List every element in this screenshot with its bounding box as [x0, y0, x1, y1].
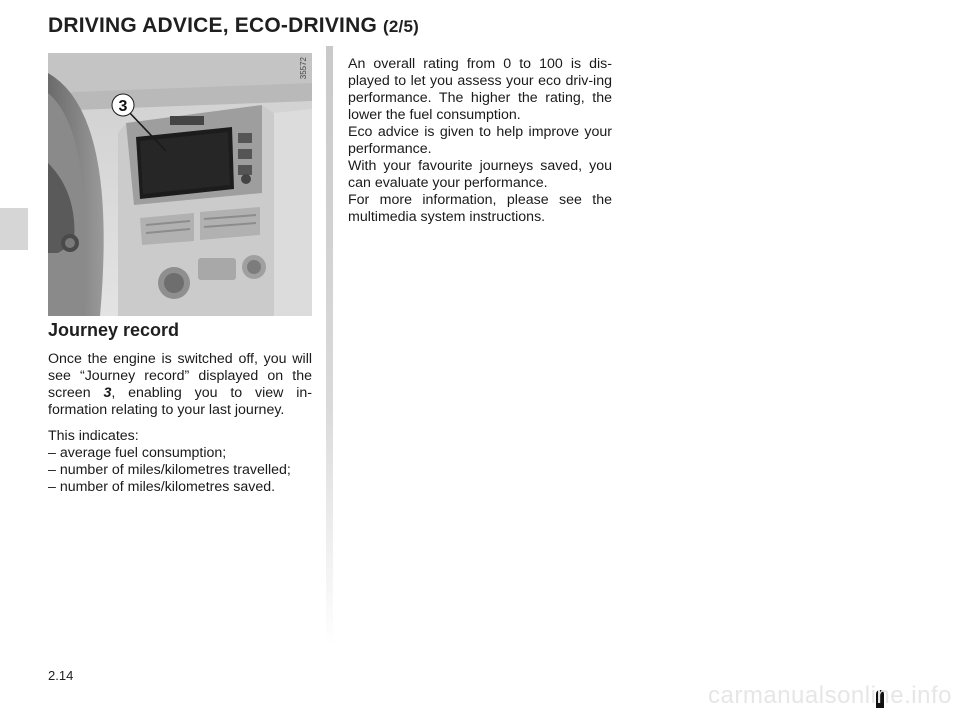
paragraph-text-start: Once the engine is switched off, you will see “Journey record” displayed on the screen: [48, 351, 312, 401]
indicates-label: This indicates:: [48, 428, 139, 444]
body-paragraph: An overall rating from 0 to 100 is dis-played to let you assess your eco driv-ing performance. The higher the rating, the lower the fuel consumption.: [348, 56, 612, 123]
indicator-list: [48, 445, 312, 496]
body-paragraph: For more information, please see the multimedia system instructions.: [348, 192, 612, 225]
watermark: carmanualsonline.info: [708, 682, 952, 709]
eco-rating-section: [348, 56, 612, 226]
figure-reference-code: 35572: [299, 57, 308, 80]
dashboard-illustration: [48, 53, 312, 316]
chapter-tab: [0, 208, 28, 250]
list-item: – number of miles/kilometres saved.: [48, 479, 276, 495]
page-number: 2.14: [48, 668, 74, 683]
section-heading: Journey record: [48, 320, 180, 340]
screen-reference: 3: [103, 385, 112, 401]
column-divider: [326, 46, 333, 646]
list-item: – average fuel consumption;: [48, 445, 227, 461]
list-item: – number of miles/kilometres travelled;: [48, 462, 291, 478]
page-title: [48, 14, 419, 38]
paragraph-text-end: , enabling you to view in-formation relating to your last journey.: [48, 385, 312, 418]
page-indicator: (2/5): [383, 17, 419, 36]
page-title-text: DRIVING ADVICE, ECO-DRIVING: [48, 14, 377, 37]
journey-record-paragraph: [48, 351, 312, 419]
journey-record-section: [48, 320, 312, 496]
body-paragraph: With your favourite journeys saved, you can evaluate your performance.: [348, 158, 612, 191]
dashboard-drawing: [48, 53, 312, 316]
callout-label: 3: [118, 98, 128, 115]
body-paragraph: Eco advice is given to help improve your performance.: [348, 124, 612, 157]
